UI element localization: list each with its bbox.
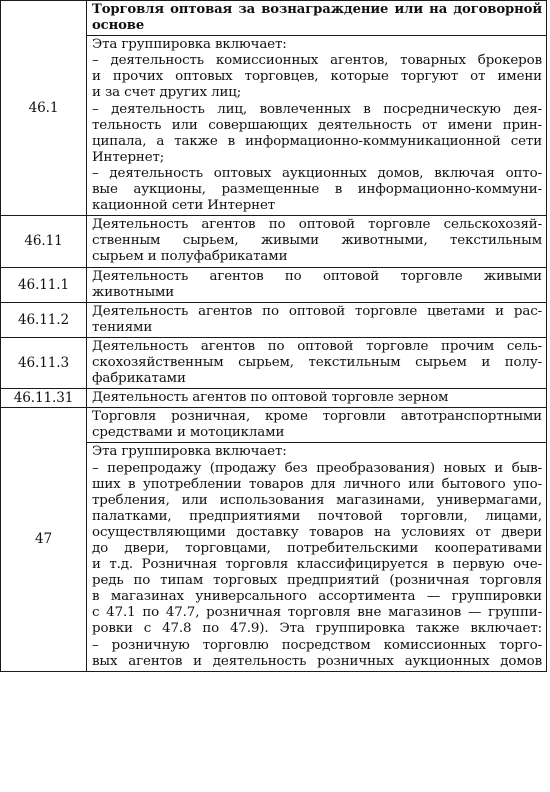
code-cell: 46.1 — [1, 1, 87, 216]
text-line: скохозяйственным сырьем, текстильным сырьем и полу- — [92, 354, 542, 370]
table-row — [1, 337, 547, 388]
text-line: фабрикатами — [92, 371, 186, 387]
title-line: средствами и мотоциклами — [92, 425, 285, 441]
text-line: Эта группировка включает: — [92, 444, 287, 460]
text-line: вых агентов и деятельность розничных аукционных домов — [92, 653, 542, 669]
table-row — [1, 302, 547, 337]
description-cell — [87, 302, 547, 337]
description-cell — [87, 337, 547, 388]
table-row — [1, 389, 547, 408]
text-line: Эта группировка включает: — [92, 37, 287, 53]
code-cell: 47 — [1, 408, 87, 672]
section-title-cell — [87, 1, 547, 36]
text-line: животными — [92, 284, 175, 300]
title-line: основе — [92, 18, 145, 34]
text-line: – деятельность лиц, вовлеченных в посредническую дея- — [92, 101, 542, 117]
description-cell — [87, 216, 547, 267]
text-line: тельность или совершающих деятельность от имени прин- — [92, 117, 542, 133]
text-line: в магазинах универсального ассортимента — группировки — [92, 589, 542, 605]
text-line: и за счет других лиц; — [92, 85, 242, 101]
section-details-cell — [87, 36, 547, 216]
text-line: – деятельность комиссионных агентов, товарных брокеров — [92, 53, 542, 69]
text-line: редь по типам торговых предприятий (розничная торговля — [92, 573, 542, 589]
code-cell: 46.11.1 — [1, 267, 87, 302]
text-line: ших в употреблении товаров для личного или бытового упо- — [92, 476, 542, 492]
description-cell — [87, 267, 547, 302]
text-line: Деятельность агентов по оптовой торговле цветами и рас- — [92, 303, 542, 319]
text-line: и прочих оптовых торговцев, которые торгуют от имени — [92, 69, 542, 85]
text-line: ровки с 47.8 по 47.9). Эта группировка также включает: — [92, 621, 542, 637]
text-line: Деятельность агентов по оптовой торговле зерном — [92, 390, 449, 406]
text-line: с 47.1 по 47.7, розничная торговля вне магазинов — группи- — [92, 605, 542, 621]
code-cell: 46.11.3 — [1, 337, 87, 388]
text-line: вые аукционы, размещенные в информационно-коммуни- — [92, 182, 542, 198]
title-line: Торговля оптовая за вознаграждение или на договорной — [92, 2, 542, 17]
code-cell: 46.11 — [1, 216, 87, 267]
text-line: до двери, торговцами, потребительскими кооперативами — [92, 541, 542, 556]
text-line: и т.д. Розничная торговля классифицируется в первую оче- — [92, 557, 542, 573]
text-line: Интернет; — [92, 149, 165, 165]
table-row — [1, 267, 547, 302]
title-line: Торговля розничная, кроме торговли автотранспортными — [92, 409, 542, 425]
table-row — [1, 1, 547, 36]
text-line: Деятельность агентов по оптовой торговле живыми — [92, 268, 542, 284]
text-line: Деятельность агентов по оптовой торговле сельскохозяй- — [92, 217, 542, 233]
text-line: тениями — [92, 319, 153, 335]
text-line: сырьем и полуфабрикатами — [92, 249, 288, 265]
section-title-cell — [87, 408, 547, 443]
code-cell: 46.11.2 — [1, 302, 87, 337]
text-line: Деятельность агентов по оптовой торговле прочим сель- — [92, 338, 542, 354]
table-row — [1, 408, 547, 443]
text-line: – розничную торговлю посредством комиссионных торго- — [92, 637, 542, 653]
text-line: палатками, предприятиями почтовой торговли, лицами, — [92, 508, 542, 524]
description-cell — [87, 389, 547, 408]
text-line: кационной сети Интернет — [92, 198, 276, 214]
text-line: – деятельность оптовых аукционных домов, включая опто- — [92, 165, 542, 181]
section-details-cell — [87, 443, 547, 671]
code-cell: 46.11.31 — [1, 389, 87, 408]
text-line: ципала, а также в информационно-коммуникационной сети — [92, 133, 542, 149]
table-row — [1, 216, 547, 267]
text-line: требления, или использования магазинами, универмагами, — [92, 492, 542, 508]
text-line: – перепродажу (продажу без преобразования) новых и быв- — [92, 460, 542, 476]
text-line: ственным сырьем, живыми животными, текстильным — [92, 233, 542, 249]
text-line: осуществляющими доставку товаров на условиях от двери — [92, 524, 542, 540]
